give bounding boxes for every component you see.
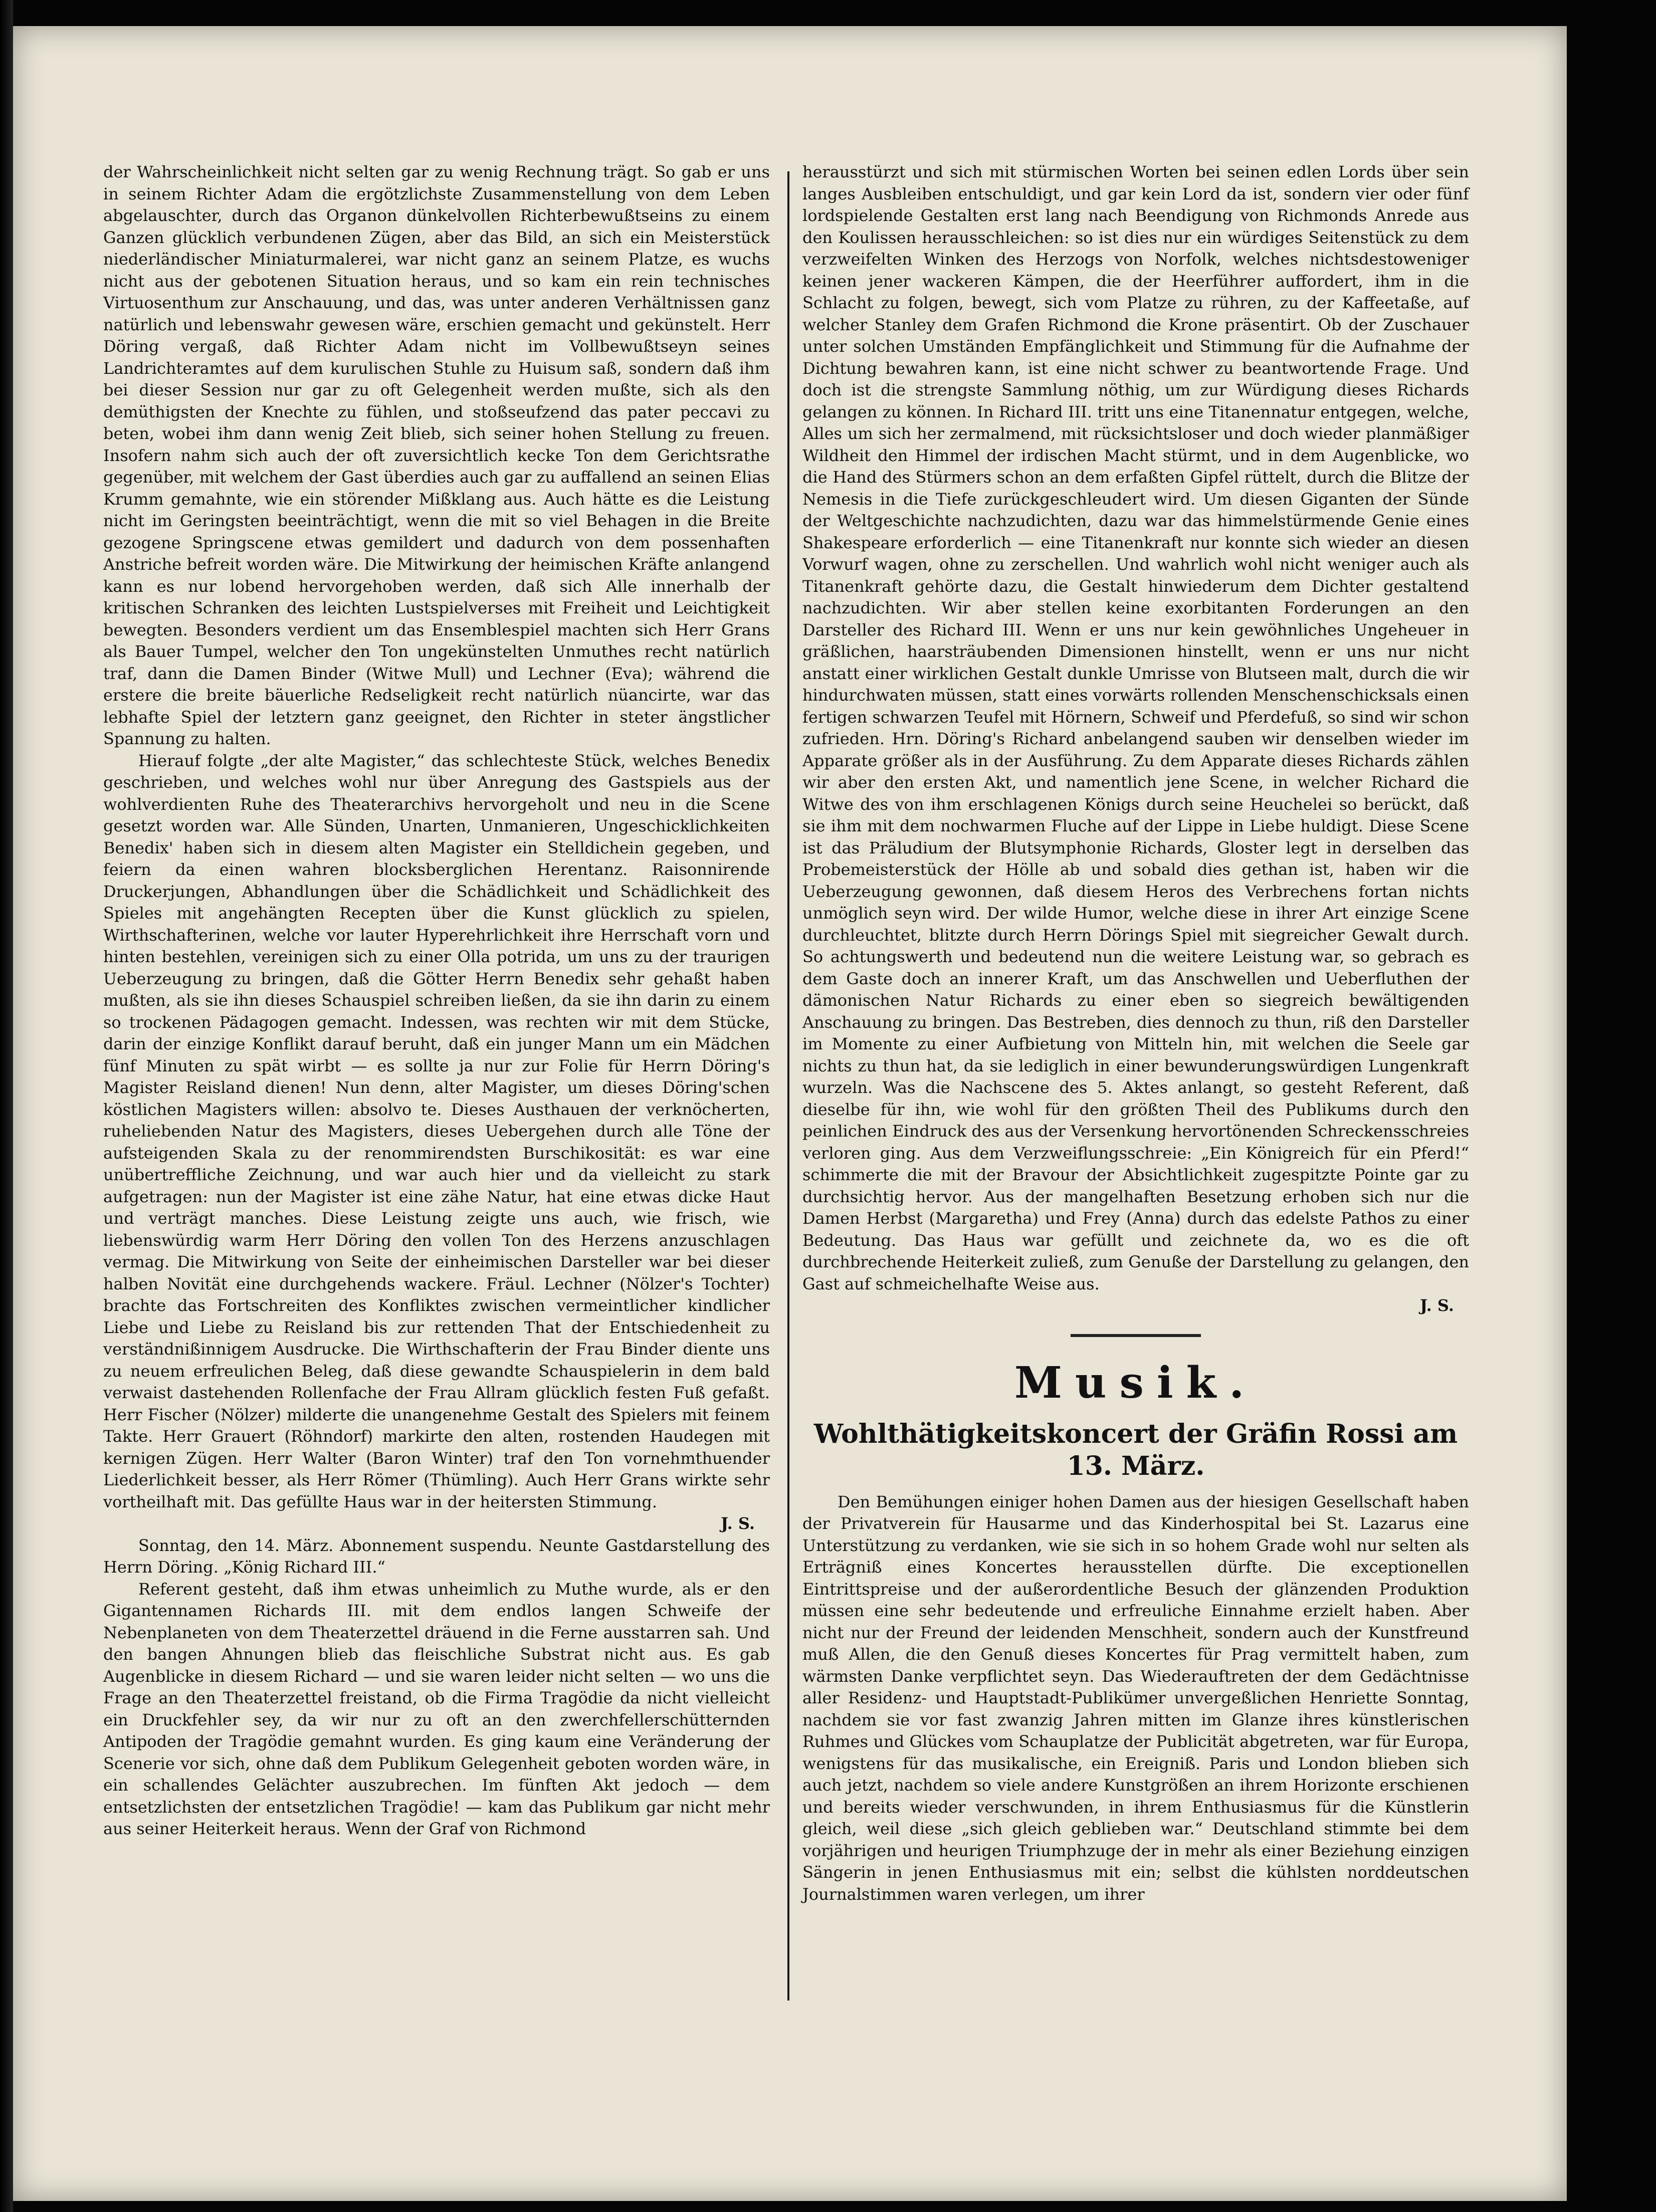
review-paragraph: Referent gesteht, daß ihm etwas unheimlich zu Muthe wurde, als er den Gigantennamen Richards III. mit dem endlos langen Schweife der Nebenplaneten von dem Theaterzettel dräuend in die Ferne ausstarren sah. Und den bangen Ahnungen blieb das fleischliche Substrat nicht aus. Es gab Augenblicke in diesem Richard — und sie waren leider nicht selten — wo uns die Frage an den Theaterzettel freistand, ob die Firma Tragödie da nicht vielleicht ein Druckfehler sey, da wir nur zu oft an den zwerchfellerschütternden Antipoden der Tragödie gemahnt wurden. Es ging kaum eine Veränderung der Scenerie vor sich, ohne daß dem Publikum Gelegenheit geboten worden wäre, in ein schallendes Gelächter auszubrechen. Im fünften Akt jedoch — dem entsetzlichsten der entsetzlichen Tragödie! — kam das Publikum gar nicht mehr aus seiner Heiterkeit heraus. Wenn der Graf von Richmond: [103, 1579, 770, 1838]
right-column: [802, 161, 1469, 1905]
left-column: [103, 161, 770, 1840]
review-paragraph: Hierauf folgte „der alte Magister,“ das schlechteste Stück, welches Benedix geschrieben, und welches wohl nur über Anregung des Gastspiels aus der wohlverdienten Ruhe des Theaterarchivs hervorgeholt und neu in die Scene gesetzt worden war. Alle Sünden, Unarten, Unmanieren, Ungeschicklichkeiten Benedix' haben sich in diesem alten Magister ein Stelldichein gegeben, und feiern da einen wahren blocksberglichen Herentanz. Raisonnirende Druckerjungen, Abhandlungen über die Schädlichkeit und Schädlichkeit des Spieles mit angehängten Recepten über die Kunst glücklich zu spielen, Wirthschafterinen, welche vor lauter Hyperehrlichkeit ihre Herrschaft vorn und hinten bestehlen, vereinigen sich zu einer Olla potrida, um uns zu der traurigen Ueberzeugung zu bringen, daß die Götter Herrn Benedix sehr gehaßt haben mußten, als sie ihn dieses Schauspiel schreiben ließen, da sie ihn darin zu einem so trockenen Pädagogen gemacht. Indessen, was rechten wir mit dem Stücke, darin der einzige Konflikt darauf beruht, daß ein junger Mann um ein Mädchen fünf Minuten zu spät wirbt — es sollte ja nur zur Folie für Herrn Döring's Magister Reisland dienen! Nun denn, alter Magister, um dieses Döring'schen köstlichen Magisters willen: absolvo te. Dieses Austhauen der verknöcherten, ruheliebenden Natur des Magisters, dieses Uebergehen durch alle Töne der aufsteigenden Skala zu der renommirendsten Burschikosität: es war eine unübertreffliche Zeichnung, und war auch hier und da vielleicht zu stark aufgetragen: nun der Magister ist eine zähe Natur, hat eine etwas dicke Haut und verträgt manches. Diese Leistung zeigte uns auch, wie frisch, wie liebenswürdig warm Herr Döring den vollen Ton des Herzens anzuschlagen vermag. Die Mitwirkung von Seite der einheimischen Darsteller war bei dieser halben Novität eine durchgehends wackere. Fräul. Lechner (Nölzer's Tochter) brachte das Fortschreiten des Konfliktes zwischen vermeintlicher kindlicher Liebe und Liebe zu Reisland bis zur rettenden That der Entschiedenheit zu verständnißinnigem Ausdrucke. Die Wirthschafterin der Frau Binder diente uns zu neuem erfreulichen Beleg, daß diese gewandte Schauspielerin in dem bald verwaist dastehenden Rollenfache der Frau Allram glücklich festen Fuß gefaßt. Herr Fischer (Nölzer) milderte die unangenehme Gestalt des Spielers mit feinem Takte. Herr Grauert (Röhndorf) markirte den alten, rostenden Haudegen mit kernigen Zügen. Herr Walter (Baron Winter) traf den Ton vornehmthuender Liederlichkeit besser, als Herr Römer (Thümling). Auch Herr Grans wirkte sehr vortheilhaft mit. Das gefüllte Haus war in der heitersten Stimmung.: [103, 751, 770, 1511]
signature: J. S.: [1419, 1296, 1454, 1315]
article-heading: Wohlthätigkeitskoncert der Gräfin Rossi am 13. März.: [813, 1418, 1458, 1481]
signature: J. S.: [720, 1514, 755, 1533]
column-divider: [787, 171, 789, 2001]
newspaper-page: [13, 26, 1567, 2201]
book-gutter: [0, 0, 13, 2212]
section-rule: [1071, 1334, 1201, 1337]
review-paragraph: der Wahrscheinlichkeit nicht selten gar zu wenig Rechnung trägt. So gab er uns in seinem Richter Adam die ergötzlichste Zusammenstellung von dem Leben abgelauschter, durch das Organon dünkelvollen Richterbewußtseins zu einem Ganzen glücklich verbundenen Zügen, aber das Bild, an sich ein Meisterstück niederländischer Miniaturmalerei, war nicht ganz an seinem Platze, es wuchs nicht aus der gebotenen Situation heraus, und so kam ein rein technisches Virtuosenthum zur Anschauung, und das, was unter anderen Verhältnissen ganz natürlich und lebenswahr gewesen wäre, erschien gemacht und gekünstelt. Herr Döring vergaß, daß Richter Adam nicht im Vollbewußtseyn seines Landrichteramtes auf dem kurulischen Stuhle zu Huisum saß, sondern daß ihm bei dieser Session nur gar zu oft Gelegenheit werden mußte, sich als den demüthigsten der Knechte zu fühlen, und stoßseufzend das pater peccavi zu beten, wobei ihm dann wenig Zeit blieb, sich seiner hohen Stellung zu freuen. Insofern nahm sich auch der oft zuversichtlich kecke Ton dem Gerichtsrathe gegenüber, mit welchem der Gast überdies auch gar zu auffallend an seinen Elias Krumm gemahnte, wie ein störender Mißklang aus. Auch hätte es die Leistung nicht im Geringsten beeinträchtigt, wenn die mit so viel Behagen in die Breite gezogene Springscene etwas gemildert und dadurch von dem possenhaften Anstriche befreit worden wäre. Die Mitwirkung der heimischen Kräfte anlangend kann es nur lobend hervorgehoben werden, daß sich Alle innerhalb der kritischen Schranken des leichten Lustspielverses mit Freiheit und Leichtigkeit bewegten. Besonders verdient um das Ensemblespiel machten sich Herr Grans als Bauer Tumpel, welcher den Ton ungekünstelten Unmuthes recht natürlich traf, dann die Damen Binder (Witwe Mull) und Lechner (Eva); während die erstere die breite bäuerliche Redseligkeit recht natürlich nüancirte, war das lebhafte Spiel der letztern ganz geeignet, den Richter in steter ängstlicher Spannung zu halten.: [103, 162, 770, 748]
review-paragraph: herausstürzt und sich mit stürmischen Worten bei seinen edlen Lords über sein langes Ausbleiben entschuldigt, und gar kein Lord da ist, sondern vier oder fünf lordspielende Gestalten erst lang nach Beendigung von Richmonds Anrede aus den Koulissen herausschleichen: so ist dies nur ein würdiges Seitenstück zu dem verzweifelten Winken des Herzogs von Norfolk, welches nichtsdestoweniger keinen jener wackeren Kämpen, die der Heerführer auffordert, ihm in die Schlacht zu folgen, bewegt, sich vom Platze zu rühren, zu der Kaffeetaße, auf welcher Stanley dem Grafen Richmond die Krone präsentirt. Ob der Zuschauer unter solchen Umständen Empfänglichkeit und Stimmung für die Aufnahme der Dichtung bewahren kann, ist eine nicht schwer zu beantwortende Frage. Und doch ist die strengste Sammlung nöthig, um zur Würdigung dieses Richards gelangen zu können. In Richard III. tritt uns eine Titanennatur entgegen, welche, Alles um sich her zermalmend, mit rücksichtsloser und doch wieder planmäßiger Wildheit den Himmel der irdischen Macht stürmt, und in dem Augenblicke, wo die Hand des Stürmers schon an dem erfaßten Gipfel rüttelt, durch die Blitze der Nemesis in die Tiefe zurückgeschleudert wird. Um diesen Giganten der Sünde der Weltgeschichte nachzudichten, dazu war das himmelstürmende Genie eines Shakespeare erforderlich — eine Titanenkraft nur konnte sich wieder an diesen Vorwurf wagen, ohne zu zerschellen. Und wahrlich wohl nicht weniger auch als Titanenkraft gehörte dazu, die Gestalt hinwiederum dem Dichter gestaltend nachzudichten. Wir aber stellen keine exorbitanten Forderungen an den Darsteller des Richard III. Wenn er uns nur kein gewöhnliches Ungeheuer in gräßlichen, haarsträubenden Dimensionen hinstellt, wenn er uns nur nicht anstatt einer wirklichen Gestalt dunkle Umrisse von Blutseen malt, durch die wir hindurchwaten müssen, statt eines vorwärts rollenden Menschenschicksals einen fertigen schwarzen Teufel mit Hörnern, Schweif und Pferdefuß, so sind wir schon zufrieden. Hrn. Döring's Richard anbelangend sauben wir denselben wieder im Apparate größer als in der Ausführung. Zu dem Apparate dieses Richards zählen wir aber den ersten Akt, und namentlich jene Scene, in welcher Richard die Witwe des von ihm erschlagenen Königs durch seine Heuchelei so berückt, daß sie ihm mit dem nochwarmen Fluche auf der Lippe in Liebe huldigt. Diese Scene ist das Präludium der Blutsymphonie Richards, Gloster legt in derselben das Probemeisterstück der Hölle ab und sobald dies gethan ist, haben wir die Ueberzeugung gewonnen, daß diesem Heros des Verbrechens fortan nichts unmöglich seyn wird. Der wilde Humor, welche diese in ihrer Art einzige Scene durchleuchtet, blitzte durch Herrn Dörings Spiel mit siegreicher Gewalt durch. So achtungswerth und bedeutend nun die weitere Leistung war, so gebrach es dem Gaste doch an innerer Kraft, um das Anschwellen und Ueberfluthen der dämonischen Natur Richards zu einer eben so siegreich bewältigenden Anschauung zu bringen. Das Bestreben, dies dennoch zu thun, riß den Darsteller im Momente zu einer Aufbietung von Mitteln hin, mit welchen die Seele gar nichts zu thun hat, da sie lediglich in einer bewunderungswürdigen Lungenkraft wurzeln. Was die Nachscene des 5. Aktes anlangt, so gesteht Referent, daß dieselbe für ihn, wie wohl für den größten Theil des Publikums durch den peinlichen Eindruck des aus der Versenkung hervortönenden Schreckensschreies verloren ging. Aus dem Verzweiflungsschreie: „Ein Königreich für ein Pferd!“ schimmerte die mit der Bravour der Absichtlichkeit zugespitzte Pointe gar zu durchsichtig hervor. Aus der mangelhaften Besetzung erhoben sich nur die Damen Herbst (Margaretha) und Frey (Anna) durch das edelste Pathos zu einer Bedeutung. Das Haus war gefüllt und zeichnete da, wo es die oft durchbrechende Heiterkeit zuließ, zum Genuße der Darstellung zu gelangen, den Gast auf schmeichelhafte Weise aus.: [802, 162, 1469, 1293]
section-heading: Musik.: [1014, 1357, 1258, 1408]
article-paragraph: Den Bemühungen einiger hohen Damen aus der hiesigen Gesellschaft haben der Privatverein für Hausarme und das Kinderhospital bei St. Lazarus eine Unterstützung zu verdanken, wie sie sich in so hohem Grade wohl nur selten als Erträgniß eines Koncertes herausstellen dürfte. Die exceptionellen Eintrittspreise und der außerordentliche Besuch der glänzenden Produktion müssen eine sehr bedeutende und erfreuliche Einnahme erzielt haben. Aber nicht nur der Freund der leidenden Menschheit, sondern auch der Kunstfreund muß Allen, die den Genuß dieses Koncertes für Prag vermittelt haben, zum wärmsten Danke verpflichtet seyn. Das Wiederauftreten der dem Gedächtnisse aller Residenz- und Hauptstadt-Publikümer unvergeßlichen Henriette Sonntag, nachdem sie vor fast zwanzig Jahren mitten im Glanze ihres künstlerischen Ruhmes und Glückes vom Schauplatze der Publicität abgetreten, war für Europa, wenigstens für das musikalische, ein Ereigniß. Paris und London blieben sich auch jetzt, nachdem so viele andere Kunstgrößen an ihrem Horizonte erschienen und bereits wieder verschwunden, in ihrem Enthusiasmus für die Künstlerin gleich, weil diese „sich gleich geblieben war.“ Deutschland stimmte bei dem vorjährigen und heurigen Triumphzuge der in mehr als einer Beziehung einzigen Sängerin in jenen Enthusiasmus mit ein; selbst die kühlsten norddeutschen Journalstimmen waren verlegen, um ihrer: [802, 1492, 1469, 1904]
performance-notice: Sonntag, den 14. März. Abonnement suspendu. Neunte Gastdarstellung des Herrn Döring. „König Richard III.“: [103, 1535, 770, 1577]
